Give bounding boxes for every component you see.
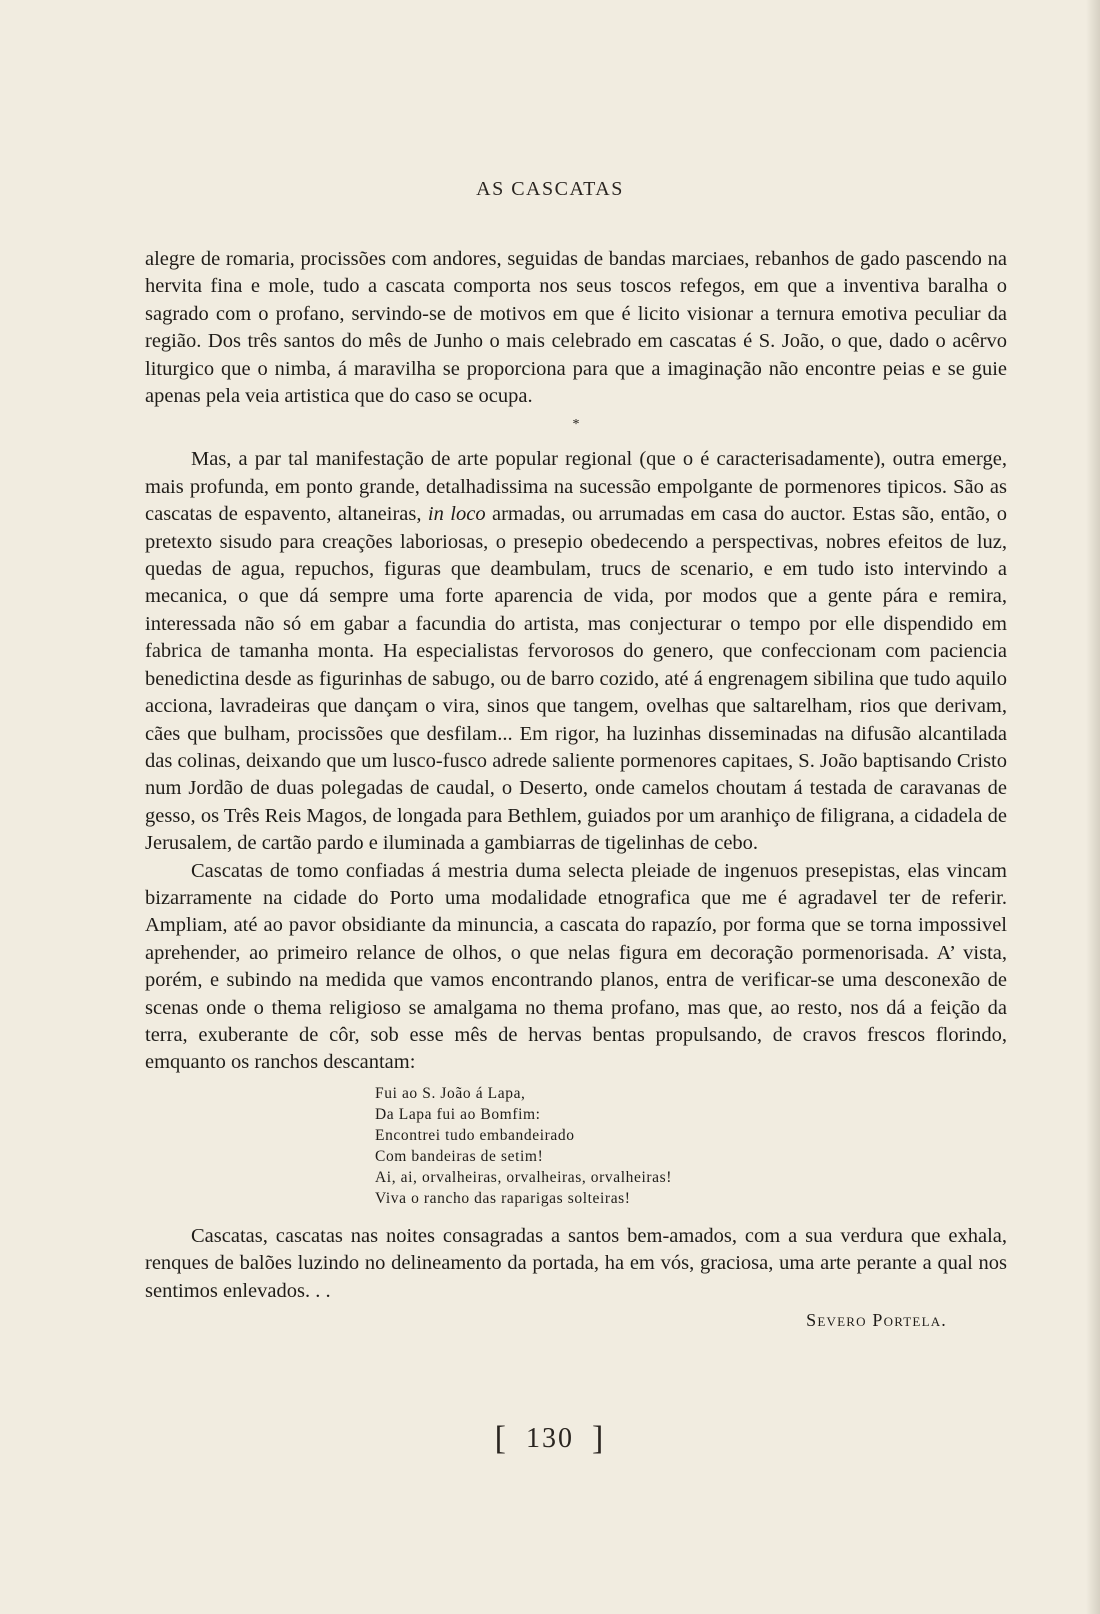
paragraph-2 <box>145 446 1007 857</box>
paragraph-2-part-2: armadas, ou arrumadas em casa do auctor. Estas são, então, o pretexto sisudo para creações laboriosas, o presepio obedecendo a perspectivas, nobres efeitos de luz, quedas de agua, repuchos, figuras que deambulam, trucs de scenario, e em tudo isto intervindo a mecanica, o que dá sempre uma forte aparencia de vida, por modos que a gente pára e remira, interessada não só em gabar a facundia do artista, mas conjecturar o tempo por elle dispendido em fabrica de tamanha monta. Ha especialistas fervorosos do genero, que confeccionam com paciencia benedictina desde as figurinhas de sabugo, ou de barro cozido, até á engrenagem sibilina que tudo aquilo acciona, lavradeiras que dançam o vira, sinos que tangem, ovelhas que saltarelham, rios que derivam, cães que bulham, procissões que desfilam... Em rigor, ha luzinhas disseminadas na difusão alcantilada das colinas, deixando que um lusco-fusco adrede saliente pormenores capitaes, S. João baptisando Cristo num Jordão de duas polegadas de caudal, o Deserto, onde camelos choutam á testada de caravanas de gesso, os Três Reis Magos, de longada para Bethlem, guiados por um aranhiço de filigrana, a cidadela de Jerusalem, de cartão pardo e iluminada a gambiarras de tigelinhas de cebo. <box>145 503 1007 855</box>
verse-line: Com bandeiras de setim! <box>375 1147 544 1165</box>
verse-line: Viva o rancho das raparigas solteiras! <box>375 1189 631 1207</box>
verse-line: Da Lapa fui ao Bomfim: <box>375 1105 541 1123</box>
verse-line: Encontrei tudo embandeirado <box>375 1126 575 1144</box>
verse-line: Ai, ai, orvalheiras, orvalheiras, orvalheiras! <box>375 1168 673 1186</box>
article-body <box>145 246 1007 1334</box>
page-number-folio <box>0 1420 1100 1458</box>
folio-bracket-close: ] <box>592 1420 606 1457</box>
page-number: 130 <box>526 1423 574 1454</box>
page-edge-shadow <box>1086 0 1100 1614</box>
section-separator: * <box>572 417 580 433</box>
running-title: AS CASCATAS <box>476 178 624 200</box>
paragraph-1: alegre de romaria, procissões com andores, seguidas de bandas marciaes, rebanhos de gado pascendo na hervita fina e mole, tudo a cascata comporta nos seus toscos refegos, em que a inventiva baralha o sagrado com o profano, servindo-se de motivos em que é licito visionar a ternura emotiva peculiar da região. Dos três santos do mês de Junho o mais celebrado em cascatas é S. João, o que, dado o acêrvo liturgico que o nimba, á maravilha se proporciona para que a imaginação não encontre peias e se guie apenas pela veia artistica que do caso se ocupa. <box>145 248 1007 408</box>
folio-bracket-open: [ <box>494 1420 508 1457</box>
paragraph-4: Cascatas, cascatas nas noites consagradas a santos bem-amados, com a sua verdura que exhala, renques de balões luzindo no delineamento da portada, ha em vós, graciosa, uma arte perante a qual nos sentimos enlevados. . . <box>145 1224 1007 1302</box>
paragraph-2-part-1: Mas, a par tal manifestação de arte popular regional (que o é caracterisadamente), outra emerge, mais profunda, em ponto grande, detalhadissima na sucessão empolgante de pormenores tipicos. São as cascatas de espavento, altaneiras, <box>145 448 1007 526</box>
paragraph-2-italic: in loco <box>427 503 486 526</box>
paragraph-3: Cascatas de tomo confiadas á mestria duma selecta pleiade de ingenuos presepistas, elas vincam bizarramente na cidade do Porto uma modalidade etnografica que me é agradavel ter de referir. Ampliam, até ao pavor obsidiante da minuncia, a cascata do rapazío, por forma que se torna impossivel aprehender, ao primeiro relance de olhos, o que nelas figura em decoração pormenorisada. A’ vista, porém, e subindo na medida que vamos encontrando planos, entra de verificar-se uma desconexão de scenas onde o thema religioso se amalgama no thema profano, mas que, ao resto, nos dá a feição da terra, exuberante de côr, sob esse mês de hervas bentas propulsando, de cravos frescos florindo, emquanto os ranchos descantam: <box>145 859 1007 1074</box>
verse-block <box>375 1083 1007 1209</box>
verse-line: Fui ao S. João á Lapa, <box>375 1084 526 1102</box>
author-signature: Severo Portela. <box>806 1310 947 1330</box>
